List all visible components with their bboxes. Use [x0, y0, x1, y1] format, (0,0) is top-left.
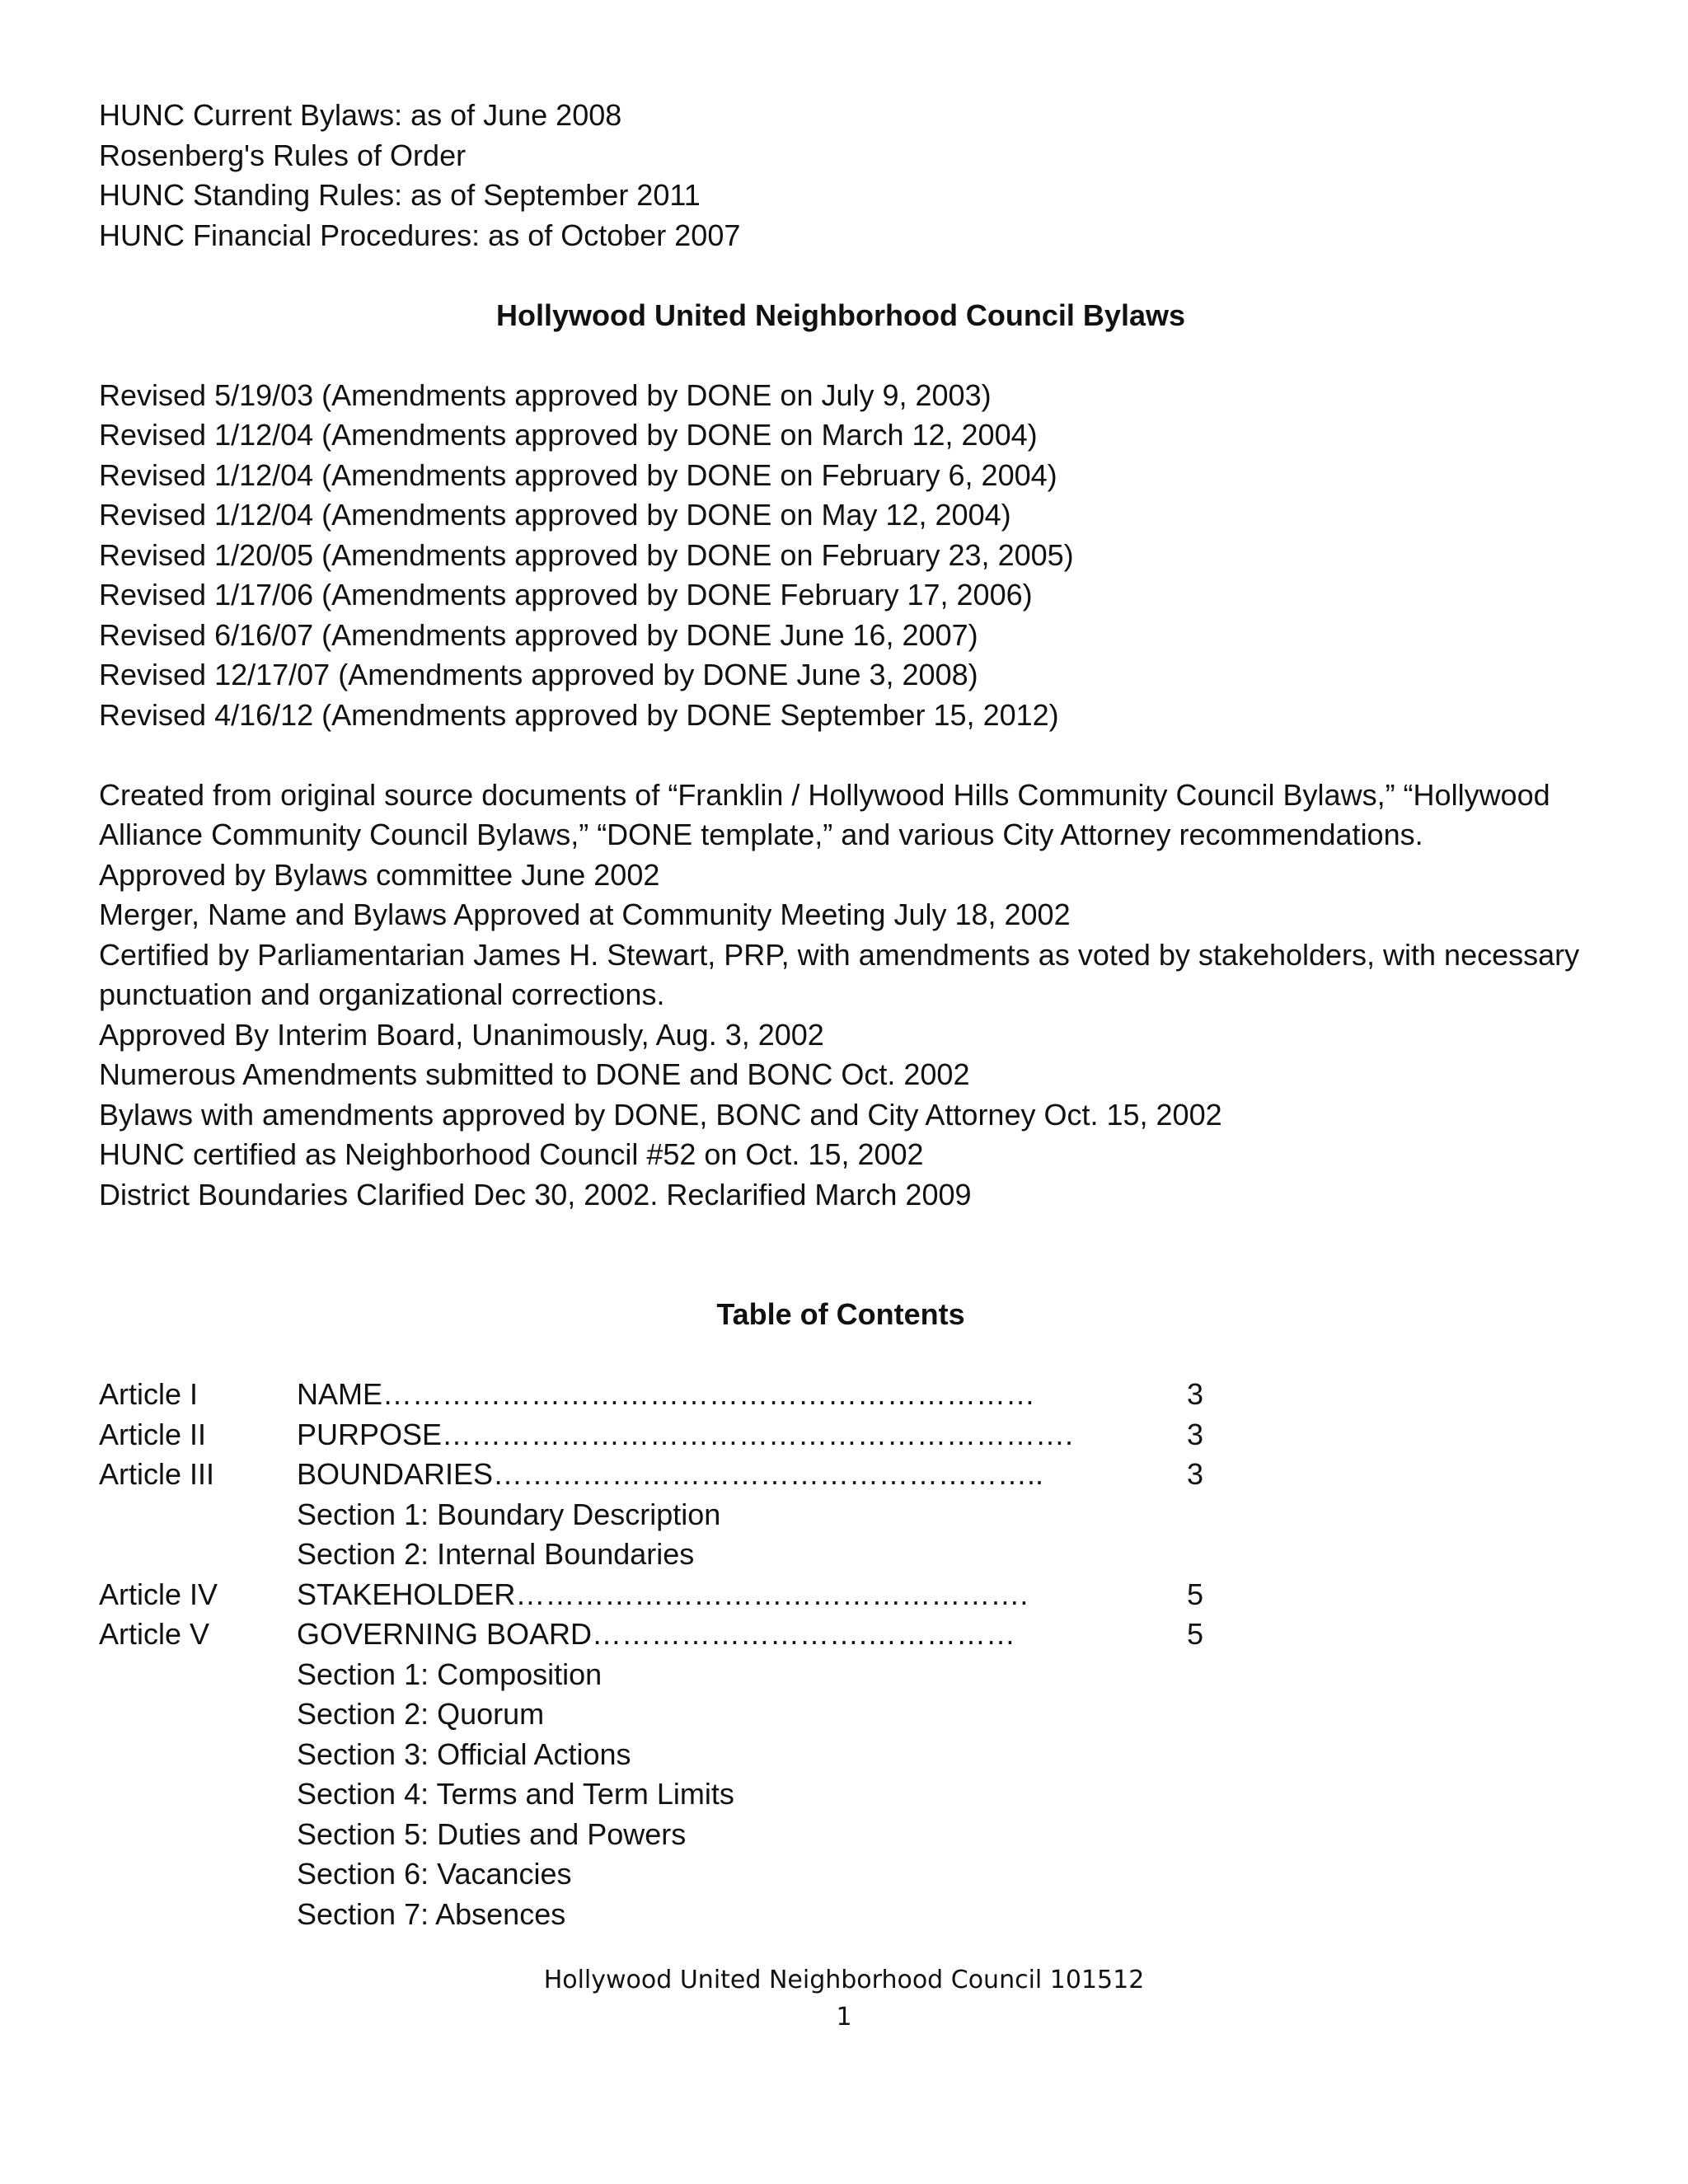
- history-amendments-submitted: Numerous Amendments submitted to DONE and BONC Oct. 2002: [99, 1057, 970, 1091]
- toc-page: 5: [1187, 1617, 1204, 1651]
- document-title: Hollywood United Neighborhood Council Bylaws: [496, 298, 1185, 332]
- toc-row: [99, 1615, 1607, 1655]
- toc-page: 3: [1187, 1457, 1204, 1491]
- toc-row: [99, 1815, 1607, 1855]
- spacer: [99, 1215, 1607, 1295]
- revision-line: Revised 1/12/04 (Amendments approved by DONE on March 12, 2004): [99, 418, 1038, 452]
- toc-page: 3: [1187, 1417, 1204, 1451]
- revision-line: Revised 1/12/04 (Amendments approved by DONE on May 12, 2004): [99, 498, 1011, 532]
- toc-row: [99, 1694, 1607, 1735]
- history-bylaws-approved: Bylaws with amendments approved by DONE, BONC and City Attorney Oct. 15, 2002: [99, 1097, 1222, 1132]
- history-interim-board: Approved By Interim Board, Unanimously, Aug. 3, 2002: [99, 1017, 824, 1052]
- history-block: [99, 776, 1607, 1216]
- toc-row: [99, 1735, 1607, 1775]
- footer-org: Hollywood United Neighborhood Council 101512: [543, 1966, 1145, 1994]
- toc-row: [99, 1655, 1607, 1695]
- history-created: Created from original source documents of “Franklin / Hollywood Hills Community Council Bylaws,” “Hollywood Alliance Community Council Bylaws,” “DONE template,” and various City Attorney recommendations.: [99, 777, 1550, 851]
- toc-entry: Section 7: Absences: [297, 1896, 566, 1931]
- toc-row: [99, 1455, 1607, 1495]
- history-hunc-certified: HUNC certified as Neighborhood Council #52 on Oct. 15, 2002: [99, 1137, 924, 1171]
- revision-line: Revised 1/17/06 (Amendments approved by DONE February 17, 2006): [99, 578, 1033, 612]
- toc-entry: Section 6: Vacancies: [297, 1857, 572, 1891]
- history-boundaries: District Boundaries Clarified Dec 30, 2002. Reclarified March 2009: [99, 1177, 972, 1212]
- toc-entry: Section 1: Composition: [297, 1657, 603, 1691]
- header-lines: [99, 96, 1607, 255]
- toc-entry: Section 5: Duties and Powers: [297, 1816, 687, 1851]
- toc-article: Article III: [99, 1457, 215, 1491]
- toc-row: [99, 1774, 1607, 1815]
- toc-entry: NAME…………………………………………………………: [297, 1377, 1036, 1411]
- toc-article: Article V: [99, 1617, 210, 1651]
- revision-list: [99, 376, 1607, 736]
- history-certified: Certified by Parliamentarian James H. Stewart, PRP, with amendments as voted by stakeholders, with necessary punctuation and organizational corrections.: [99, 937, 1580, 1011]
- table-of-contents: [99, 1375, 1607, 1934]
- toc-entry: BOUNDARIES………………………………………………..: [297, 1457, 1044, 1491]
- toc-title: Table of Contents: [716, 1297, 965, 1331]
- toc-row: [99, 1415, 1607, 1455]
- header-line: HUNC Standing Rules: as of September 2011: [99, 178, 701, 212]
- toc-article: Article IV: [99, 1577, 218, 1611]
- toc-row: [99, 1375, 1607, 1415]
- toc-entry: STAKEHOLDER…………………………………………….: [297, 1577, 1029, 1611]
- toc-entry: Section 2: Quorum: [297, 1697, 545, 1731]
- history-approved-committee: Approved by Bylaws committee June 2002: [99, 857, 660, 892]
- spacer: [99, 1335, 1607, 1376]
- toc-row: [99, 1535, 1607, 1575]
- header-line: Rosenberg's Rules of Order: [99, 138, 467, 172]
- footer-page-number: 1: [836, 2003, 852, 2032]
- toc-entry: Section 3: Official Actions: [297, 1736, 631, 1771]
- spacer: [99, 255, 1607, 296]
- toc-entry: Section 1: Boundary Description: [297, 1497, 721, 1531]
- document-page: [99, 96, 1607, 1934]
- toc-entry: Section 4: Terms and Term Limits: [297, 1777, 734, 1811]
- toc-article: Article II: [99, 1417, 207, 1451]
- revision-line: Revised 1/12/04 (Amendments approved by DONE on February 6, 2004): [99, 457, 1057, 492]
- revision-line: Revised 4/16/12 (Amendments approved by DONE September 15, 2012): [99, 697, 1059, 732]
- toc-page: 3: [1187, 1377, 1204, 1411]
- toc-entry: Section 2: Internal Boundaries: [297, 1537, 695, 1571]
- toc-entry: GOVERNING BOARD……………………….……………: [297, 1617, 1016, 1651]
- history-merger: Merger, Name and Bylaws Approved at Community Meeting July 18, 2002: [99, 898, 1071, 931]
- toc-row: [99, 1575, 1607, 1615]
- page-footer: [0, 1961, 1688, 2036]
- header-line: HUNC Financial Procedures: as of October 2007: [99, 218, 741, 252]
- spacer: [99, 335, 1607, 376]
- revision-line: Revised 12/17/07 (Amendments approved by DONE June 3, 2008): [99, 658, 978, 691]
- revision-line: Revised 5/19/03 (Amendments approved by DONE on July 9, 2003): [99, 377, 992, 412]
- revision-line: Revised 1/20/05 (Amendments approved by DONE on February 23, 2005): [99, 537, 1074, 572]
- header-line: HUNC Current Bylaws: as of June 2008: [99, 98, 622, 132]
- revision-line: Revised 6/16/07 (Amendments approved by DONE June 16, 2007): [99, 617, 978, 652]
- toc-entry: PURPOSE……………………………………………………….: [297, 1417, 1074, 1451]
- spacer: [99, 735, 1607, 776]
- toc-article: Article I: [99, 1377, 199, 1411]
- toc-page: 5: [1187, 1577, 1204, 1611]
- toc-row: [99, 1895, 1607, 1935]
- toc-row: [99, 1495, 1607, 1535]
- toc-row: [99, 1854, 1607, 1895]
